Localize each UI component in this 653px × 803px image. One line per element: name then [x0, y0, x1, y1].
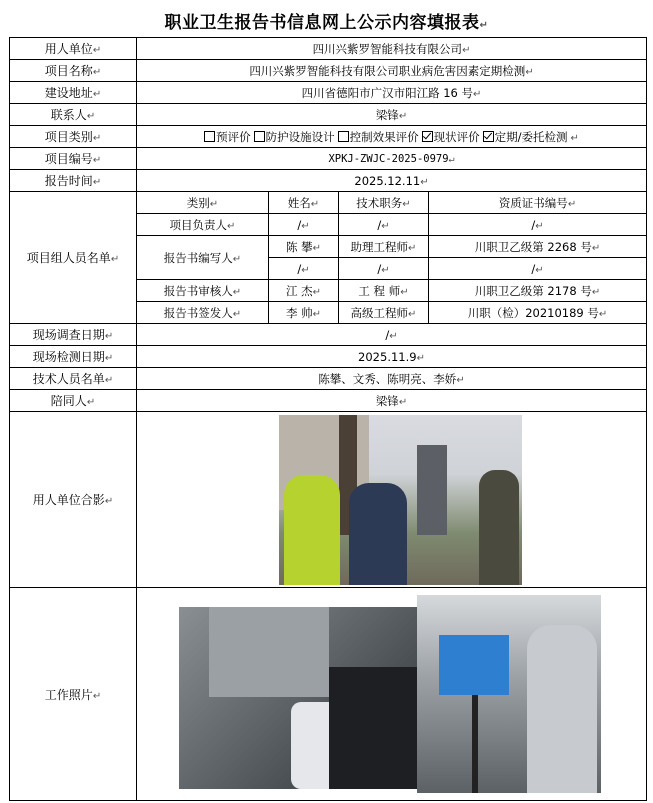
reviewer-role: 报告书审核人↵ — [137, 280, 269, 302]
survey-date-value: /↵ — [137, 324, 647, 346]
photo-technician — [527, 625, 597, 793]
photo-worker — [329, 667, 417, 789]
row-accompany — [10, 390, 647, 412]
category-option-label: 定期/委托检测 — [494, 129, 568, 144]
employer-value: 四川兴紫罗智能科技有限公司↵ — [137, 38, 647, 60]
reviewer-title: 工 程 师↵ — [339, 280, 429, 302]
row-project-name — [10, 60, 647, 82]
photo-person-middle — [349, 483, 407, 585]
writer1-cert: 川职卫乙级第 2268 号↵ — [429, 236, 647, 258]
photo-machine — [209, 607, 329, 697]
unchecked-box-icon — [254, 131, 265, 142]
signer-title: 高级工程师↵ — [339, 302, 429, 324]
group-photo — [279, 415, 522, 585]
info-table — [9, 37, 647, 801]
writer-role: 报告书编写人↵ — [137, 236, 269, 280]
photo-person-left — [284, 475, 340, 585]
leader-cert: /↵ — [429, 214, 647, 236]
team-header-name: 姓名↵ — [269, 192, 339, 214]
report-time-value: 2025.12.11↵ — [137, 170, 647, 192]
leader-name: /↵ — [269, 214, 339, 236]
category-option-label: 预评价 — [216, 129, 251, 144]
unchecked-box-icon — [338, 131, 349, 142]
category-label: 项目类别↵ — [10, 126, 137, 148]
team-header-category: 类别↵ — [137, 192, 269, 214]
photo-sign-board — [417, 445, 447, 535]
row-test-date — [10, 346, 647, 368]
category-option-label: 防护设施设计 — [265, 129, 335, 144]
writer2-cert: /↵ — [429, 258, 647, 280]
group-photo-cell — [137, 412, 647, 588]
photo-dust-sampler — [439, 635, 509, 695]
tech-staff-value: 陈攀、文秀、陈明亮、李娇↵ — [137, 368, 647, 390]
row-tech-staff — [10, 368, 647, 390]
checked-box-icon — [483, 131, 494, 142]
category-option-label: 现状评价 — [433, 129, 480, 144]
reviewer-cert: 川职卫乙级第 2178 号↵ — [429, 280, 647, 302]
photo-person-right — [479, 470, 519, 585]
work-photo-1 — [179, 607, 417, 789]
row-work-photo — [10, 588, 647, 801]
signer-cert: 川职（检）20210189 号↵ — [429, 302, 647, 324]
address-label: 建设地址↵ — [10, 82, 137, 104]
checked-box-icon — [422, 131, 433, 142]
writer1-title: 助理工程师↵ — [339, 236, 429, 258]
writer1-name: 陈 攀↵ — [269, 236, 339, 258]
accompany-value: 梁锋↵ — [137, 390, 647, 412]
team-label: 项目组人员名单↵ — [10, 192, 137, 324]
team-header-cert: 资质证书编号↵ — [429, 192, 647, 214]
test-date-label: 现场检测日期↵ — [10, 346, 137, 368]
row-category — [10, 126, 647, 148]
work-photo-cell — [137, 588, 647, 801]
work-photo-2 — [417, 595, 601, 793]
writer2-name: /↵ — [269, 258, 339, 280]
employer-label: 用人单位↵ — [10, 38, 137, 60]
group-photo-label: 用人单位合影↵ — [10, 412, 137, 588]
category-option-label: 控制效果评价 — [349, 129, 419, 144]
leader-title: /↵ — [339, 214, 429, 236]
project-no-label: 项目编号↵ — [10, 148, 137, 170]
row-address — [10, 82, 647, 104]
project-name-value: 四川兴紫罗智能科技有限公司职业病危害因素定期检测↵ — [137, 60, 647, 82]
team-header-row — [10, 192, 647, 214]
contact-label: 联系人↵ — [10, 104, 137, 126]
category-option-0 — [204, 130, 251, 144]
writer2-title: /↵ — [339, 258, 429, 280]
row-group-photo — [10, 412, 647, 588]
category-option-3 — [422, 130, 480, 144]
survey-date-label: 现场调查日期↵ — [10, 324, 137, 346]
row-contact — [10, 104, 647, 126]
tech-staff-label: 技术人员名单↵ — [10, 368, 137, 390]
category-option-1 — [254, 130, 335, 144]
paragraph-mark: ↵ — [570, 132, 579, 144]
test-date-value: 2025.11.9↵ — [137, 346, 647, 368]
address-value: 四川省德阳市广汉市阳江路 16 号↵ — [137, 82, 647, 104]
page-title: 职业卫生报告书信息网上公示内容填报表↵ — [164, 13, 489, 33]
category-options — [137, 126, 647, 148]
signer-role: 报告书签发人↵ — [137, 302, 269, 324]
row-report-time — [10, 170, 647, 192]
team-header-title: 技术职务↵ — [339, 192, 429, 214]
row-project-no — [10, 148, 647, 170]
report-time-label: 报告时间↵ — [10, 170, 137, 192]
accompany-label: 陪同人↵ — [10, 390, 137, 412]
unchecked-box-icon — [204, 131, 215, 142]
project-no-value: XPKJ-ZWJC-2025-0979↵ — [137, 148, 647, 170]
signer-name: 李 帅↵ — [269, 302, 339, 324]
category-option-2 — [338, 130, 419, 144]
work-photo-label: 工作照片↵ — [10, 588, 137, 801]
project-name-label: 项目名称↵ — [10, 60, 137, 82]
row-survey-date — [10, 324, 647, 346]
leader-role: 项目负责人↵ — [137, 214, 269, 236]
reviewer-name: 江 杰↵ — [269, 280, 339, 302]
photo-tripod — [472, 695, 478, 793]
row-employer — [10, 38, 647, 60]
contact-value: 梁锋↵ — [137, 104, 647, 126]
category-option-4 — [483, 130, 568, 144]
